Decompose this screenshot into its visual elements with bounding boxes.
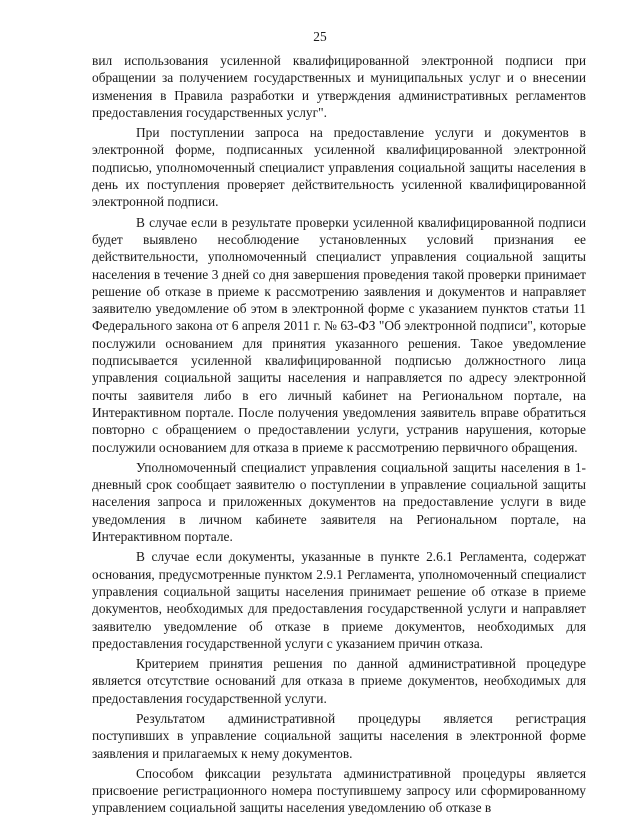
paragraph-3: В случае если в результате проверки усиленной квалифицированной подписи будет выявлено несоблюдение установленных условий признания ее действительности, уполномоченный специалист управления социальной защиты населения в течение 3 дней со дня завершения проведения такой проверки принимает решение об отказе в приеме к рассмотрению заявления и документов и направляет заявителю уведомление об этом в электронной форме с указанием пунктов статьи 11 Федерального закона от 6 апреля 2011 г. № 63-ФЗ "Об электронной подписи", которые послужили основанием для принятия указанного решения. Такое уведомление подписывается усиленной квалифицированной подписью должностного лица управления социальной защиты населения и направляется по адресу электронной почты заявителя либо в его личный кабинет на Региональном портале, на Интерактивном портале. После получения уведомления заявитель вправе обратиться повторно с обращением о предоставлении услуги, устранив нарушения, которые послужили основанием для отказа в приеме к рассмотрению первичного обращения.	[92, 214, 586, 455]
paragraph-2: При поступлении запроса на предоставление услуги и документов в электронной форме, подписанных усиленной квалифицированной электронной подписью, уполномоченный специалист управления социальной защиты населения в день их поступления проверяет действительность усиленной квалифицированной электронной подписи.	[92, 125, 586, 210]
paragraph-7: Результатом административной процедуры является регистрация поступивших в управление социальной защиты населения в электронной форме заявления и прилагаемых к нему документов.	[92, 710, 586, 761]
document-body	[92, 52, 586, 820]
paragraph-6: Критерием принятия решения по данной административной процедуре является отсутствие оснований для отказа в приеме документов, необходимых для предоставления государственной услуги.	[92, 656, 586, 706]
paragraph-1: вил использования усиленной квалифицированной электронной подписи при обращении за получением государственных и муниципальных услуг и о внесении изменения в Правила разработки и утверждения административных регламентов предоставления государственных услуг".	[92, 53, 586, 120]
paragraph-5: В случае если документы, указанные в пункте 2.6.1 Регламента, содержат основания, предусмотренные пунктом 2.9.1 Регламента, уполномоченный специалист управления социальной защиты населения принимает решение об отказе в приеме документов, необходимых для предоставления государственной услуги и направляет заявителю уведомление об отказе в приеме документов, необходимых для предоставления государственной услуги с указанием причин отказа.	[92, 549, 586, 651]
page-number: 25	[313, 29, 327, 44]
paragraph-4: Уполномоченный специалист управления социальной защиты населения в 1-дневный срок сообщает заявителю о поступлении в управление социальной защиты населения запроса и приложенных документов на предоставление услуги в виде уведомления в личном кабинете заявителя на Региональном портале, на Интерактивном портале.	[92, 459, 586, 545]
paragraph-8: Способом фиксации результата административной процедуры является присвоение регистрационного номера поступившему запросу или сформированному управлением социальной защиты населения уведомлению об отказе в	[92, 765, 586, 816]
